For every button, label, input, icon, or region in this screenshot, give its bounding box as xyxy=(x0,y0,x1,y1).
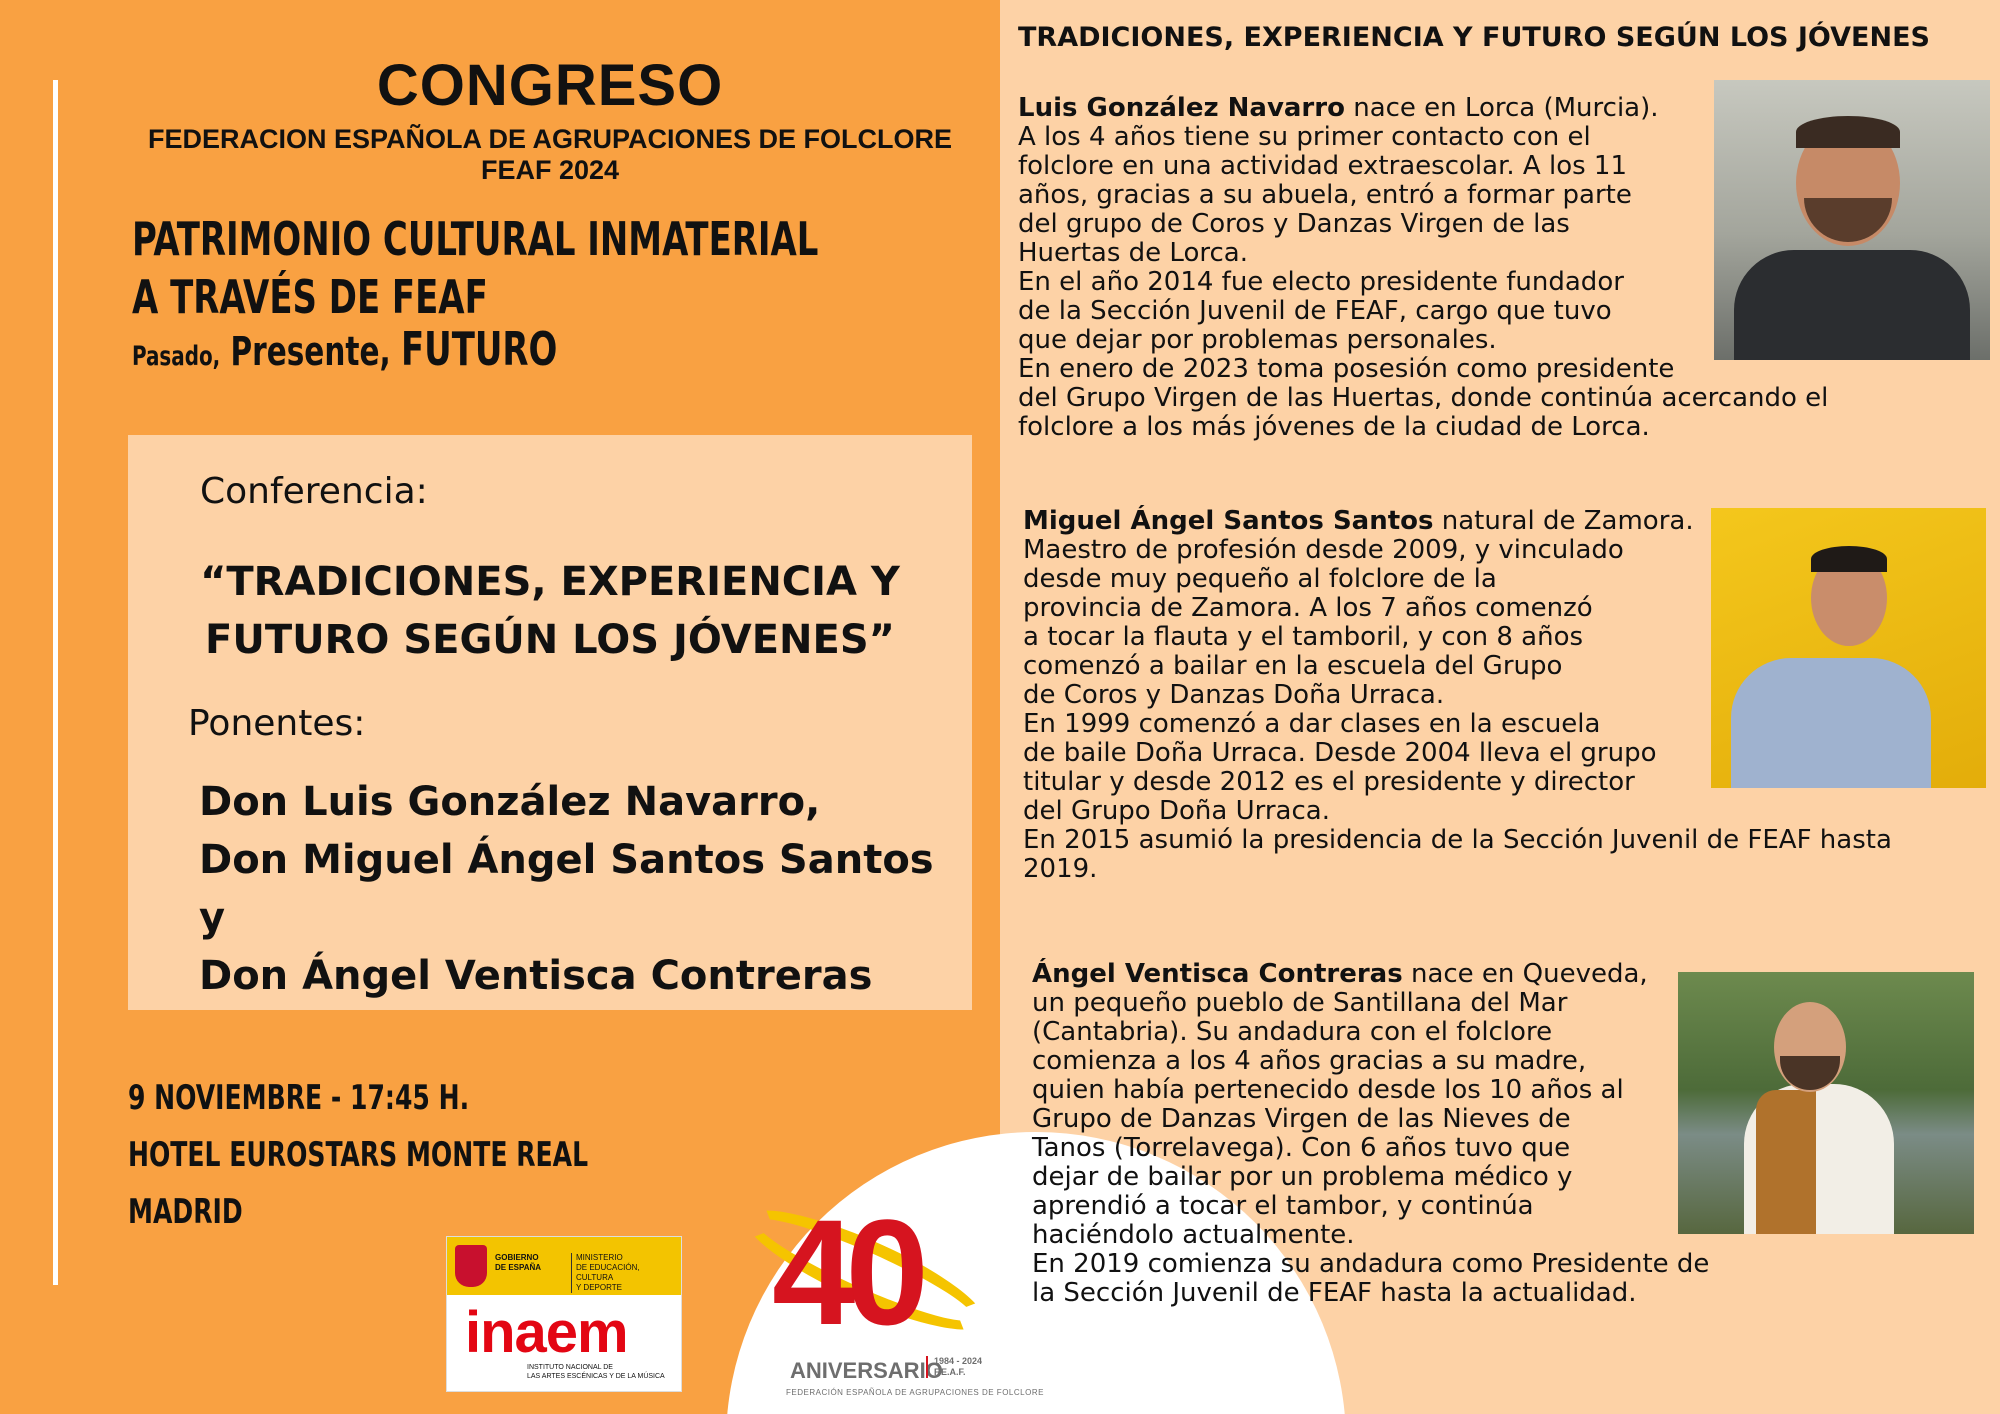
bio-line: del Grupo Doña Urraca. xyxy=(1023,796,1330,826)
bio-name: Ángel Ventisca Contreras xyxy=(1032,959,1403,989)
anniversary-feaf: F.E.A.F. xyxy=(934,1367,966,1377)
presente-text: Presente, xyxy=(230,329,391,375)
feaf-year: FEAF 2024 xyxy=(480,155,620,185)
bio-luis xyxy=(1018,94,1828,442)
bio-text: nace en Queveda, xyxy=(1402,959,1648,989)
event-date-time: 9 NOVIEMBRE - 17:45 H. xyxy=(128,1078,470,1118)
bio-line: Huertas de Lorca. xyxy=(1018,238,1248,268)
bio-line: provincia de Zamora. A los 7 años comenzó xyxy=(1023,593,1593,623)
conference-title-line-2: FUTURO SEGÚN LOS JÓVENES” xyxy=(205,617,895,663)
anniversary-federation: FEDERACIÓN ESPAÑOLA DE AGRUPACIONES DE FOLCLORE xyxy=(786,1388,1044,1397)
speaker-name: Don Luis González Navarro, xyxy=(199,779,821,825)
bio-line: En 2015 asumió la presidencia de la Sección Juvenil de FEAF hasta xyxy=(1023,825,1892,855)
anniversary-word: ANIVERSARIO xyxy=(790,1358,943,1383)
bio-line: quien había pertenecido desde los 10 años al xyxy=(1032,1075,1624,1105)
conference-title xyxy=(168,553,932,669)
photo-body-shape xyxy=(1734,250,1970,360)
conference-label: Conferencia: xyxy=(200,471,428,512)
photo-body-shape xyxy=(1731,658,1931,788)
federation-name: FEDERACION ESPAÑOLA DE AGRUPACIONES DE FOLCLORE xyxy=(147,124,953,154)
bio-text: natural de Zamora. xyxy=(1433,506,1694,536)
pasado-text: Pasado, xyxy=(132,341,221,372)
bio-angel xyxy=(1032,960,1709,1308)
bio-line: aprendió a tocar el tambor, y continúa xyxy=(1032,1191,1534,1221)
congress-heading: CONGRESO xyxy=(376,53,724,118)
bio-line: de baile Doña Urraca. Desde 2004 lleva el grupo xyxy=(1023,738,1657,768)
gov-line: GOBIERNO xyxy=(495,1253,539,1262)
right-title: TRADICIONES, EXPERIENCIA Y FUTURO SEGÚN LOS JÓVENES xyxy=(1018,22,1930,53)
bio-line: del grupo de Coros y Danzas Virgen de las xyxy=(1018,209,1570,239)
bio-line: En 2019 comienza su andadura como Presidente de xyxy=(1032,1249,1710,1279)
bio-line: la Sección Juvenil de FEAF hasta la actualidad. xyxy=(1032,1278,1637,1308)
bio-line: a tocar la flauta y el tamboril, y con 8 años xyxy=(1023,622,1584,652)
bio-line: dejar de bailar por un problema médico y xyxy=(1032,1162,1573,1192)
photo-vest-shape xyxy=(1756,1090,1816,1234)
inaem-wordmark: inaem xyxy=(465,1300,628,1365)
bio-line: de Coros y Danzas Doña Urraca. xyxy=(1023,680,1445,710)
bio-line: (Cantabria). Su andadura con el folclore xyxy=(1032,1017,1553,1047)
anniversary-years-range: 1984 - 2024 xyxy=(934,1356,983,1366)
bio-line xyxy=(1032,960,1709,989)
anniversary-years xyxy=(926,1356,982,1378)
bio-name: Luis González Navarro xyxy=(1018,93,1345,123)
ministry-line: Y DEPORTE xyxy=(576,1283,622,1292)
vertical-divider-line xyxy=(53,80,58,1285)
inaem-subtitle xyxy=(527,1363,677,1381)
bio-line: haciéndolo actualmente. xyxy=(1032,1220,1355,1250)
photo-beard-shape xyxy=(1804,198,1892,242)
photo-angel xyxy=(1678,972,1974,1234)
futuro-text: FUTURO xyxy=(400,322,558,376)
speakers-list xyxy=(199,773,972,1005)
bio-line: En el año 2014 fue electo presidente fundador xyxy=(1018,267,1624,297)
bio-line: Grupo de Danzas Virgen de las Nieves de xyxy=(1032,1104,1571,1134)
inaem-sub-line: INSTITUTO NACIONAL DE xyxy=(527,1364,613,1371)
bio-line: folclore a los más jóvenes de la ciudad de Lorca. xyxy=(1018,412,1650,442)
speaker-name: Don Ángel Ventisca Contreras xyxy=(199,953,873,999)
bio-line: años, gracias a su abuela, entró a formar parte xyxy=(1018,180,1632,210)
bio-line: A los 4 años tiene su primer contacto con el xyxy=(1018,122,1591,152)
bio-line: un pequeño pueblo de Santillana del Mar xyxy=(1032,988,1568,1018)
conference-box xyxy=(128,435,972,1010)
ministry-line: DE EDUCACIÓN, CULTURA xyxy=(576,1263,640,1282)
conference-title-line-1: “TRADICIONES, EXPERIENCIA Y xyxy=(200,559,900,605)
speaker-name: Don Miguel Ángel Santos Santos y xyxy=(199,837,934,941)
bio-line: que dejar por problemas personales. xyxy=(1018,325,1497,355)
gov-banner xyxy=(447,1237,681,1295)
bio-line: desde muy pequeño al folclore de la xyxy=(1023,564,1497,594)
speakers-label: Ponentes: xyxy=(188,703,366,744)
bio-line: En 1999 comenzó a dar clases en la escuela xyxy=(1023,709,1601,739)
bio-line xyxy=(1018,94,1828,123)
bio-text: nace en Lorca (Murcia). xyxy=(1344,93,1659,123)
bio-line: folclore en una actividad extraescolar. A los 11 xyxy=(1018,151,1627,181)
photo-hair-shape xyxy=(1796,116,1900,148)
bio-line: 2019. xyxy=(1023,854,1098,884)
bio-line: del Grupo Virgen de las Huertas, donde continúa acercando el xyxy=(1018,383,1829,413)
inaem-logo xyxy=(446,1236,682,1392)
bio-line: Tanos (Torrelavega). Con 6 años tuvo que xyxy=(1032,1133,1571,1163)
ministry-text xyxy=(571,1253,677,1293)
gov-line: DE ESPAÑA xyxy=(495,1263,542,1272)
photo-hair-shape xyxy=(1811,546,1887,572)
patrimonio-line-2: A TRAVÉS DE FEAF xyxy=(132,270,488,324)
bio-line: titular y desde 2012 es el presidente y director xyxy=(1023,767,1635,797)
bio-line: Maestro de profesión desde 2009, y vinculado xyxy=(1023,535,1624,565)
photo-luis xyxy=(1714,80,1990,360)
ministry-line: MINISTERIO xyxy=(576,1253,623,1262)
event-city: MADRID xyxy=(128,1192,243,1232)
anniversary-number: 40 xyxy=(772,1188,919,1356)
event-venue: HOTEL EUROSTARS MONTE REAL xyxy=(128,1135,589,1175)
bio-line: de la Sección Juvenil de FEAF, cargo que tuvo xyxy=(1018,296,1612,326)
bio-line: En enero de 2023 toma posesión como presidente xyxy=(1018,354,1675,384)
patrimonio-line-1: PATRIMONIO CULTURAL INMATERIAL xyxy=(132,212,819,266)
bio-name: Miguel Ángel Santos Santos xyxy=(1023,506,1434,536)
inaem-sub-line: LAS ARTES ESCÉNICAS Y DE LA MÚSICA xyxy=(527,1373,665,1380)
pasado-presente-futuro xyxy=(132,322,557,376)
bio-line: comenzó a bailar en la escuela del Grupo xyxy=(1023,651,1563,681)
coat-of-arms-icon xyxy=(455,1245,487,1287)
photo-miguel xyxy=(1711,508,1986,788)
gov-text xyxy=(495,1253,555,1273)
bio-line: comienza a los 4 años gracias a su madre, xyxy=(1032,1046,1587,1076)
